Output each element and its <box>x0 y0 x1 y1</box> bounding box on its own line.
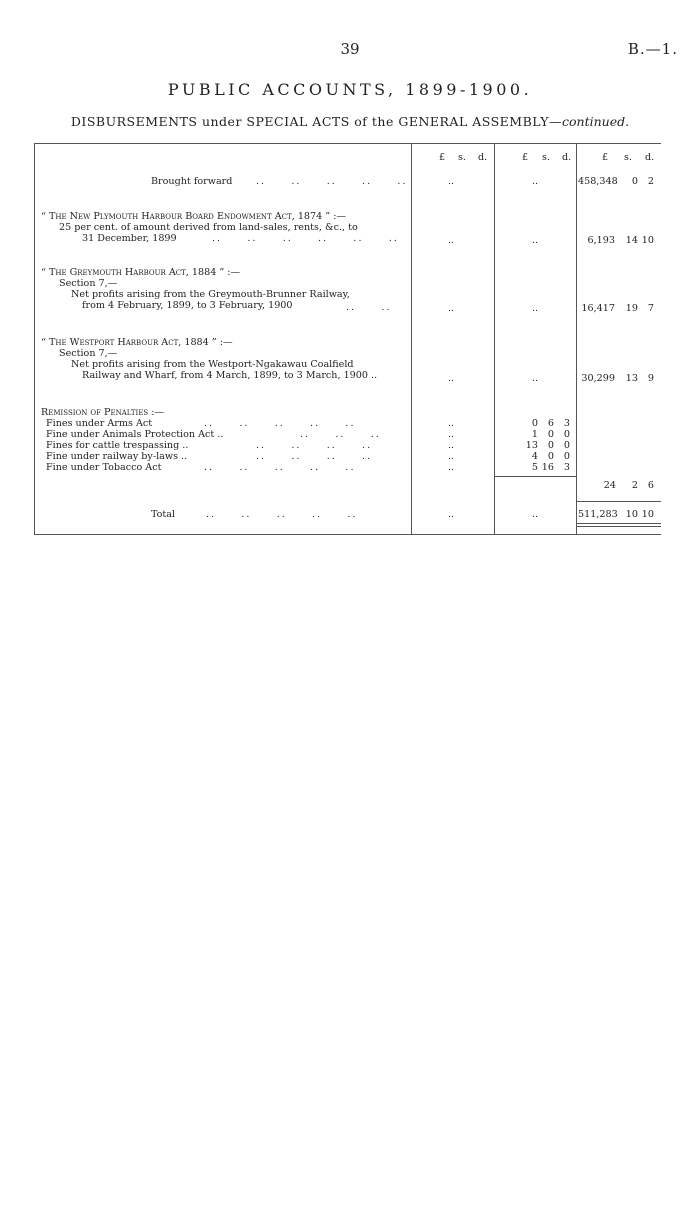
total-pence: 7 <box>647 303 654 314</box>
penalty-pounds: 13 <box>525 440 538 451</box>
col3-pound-header: £ <box>602 152 609 163</box>
col2-pence-header: d. <box>562 152 572 163</box>
penalty-label: Fine under Animals Protection Act .. <box>46 429 224 440</box>
penalty-pence: 0 <box>563 451 570 462</box>
total-pence: 9 <box>647 373 654 384</box>
penalty-shillings: 0 <box>547 440 554 451</box>
total-pounds: 6,193 <box>587 235 615 246</box>
penalty-label: Fines for cattle trespassing .. <box>46 440 189 451</box>
col1-value: .. <box>448 418 455 429</box>
col2-value: .. <box>532 176 539 187</box>
new-plymouth-title: “ The New Plymouth Harbour Board Endowment Act, 1874 ” :— <box>41 211 347 222</box>
total-shillings: 14 <box>625 235 638 246</box>
col1-value: .. <box>448 176 455 187</box>
penalty-pounds: 1 <box>531 429 538 440</box>
col1-pound-header: £ <box>439 152 446 163</box>
col2-shilling-header: s. <box>542 152 550 163</box>
col3-shilling-header: s. <box>624 152 632 163</box>
page-title: PUBLIC ACCOUNTS, 1899-1900. <box>167 80 533 99</box>
leader-dots: .. .. .. .. .. <box>204 462 356 473</box>
penalties-title: Remission of Penalties :— <box>41 407 165 418</box>
col2-value: .. <box>532 235 539 246</box>
westport-line1: Section 7,— <box>59 348 118 359</box>
westport-line2: Net profits arising from the Westport-Ngakawau Coalfield <box>71 359 354 370</box>
new-plymouth-line1: 25 per cent. of amount derived from land-sales, rents, &c., to <box>59 222 358 233</box>
total-shillings: 19 <box>625 303 638 314</box>
penalty-pounds: 4 <box>531 451 538 462</box>
penalty-shillings: 16 <box>541 462 554 473</box>
column-divider-1 <box>411 143 412 535</box>
col2-value: .. <box>532 509 539 520</box>
greymouth-line1: Section 7,— <box>59 278 118 289</box>
column-divider-3 <box>576 143 577 535</box>
col1-value: .. <box>448 303 455 314</box>
table-left-rule <box>34 143 35 535</box>
total-shillings: 13 <box>625 373 638 384</box>
leader-dots: .. .. .. .. .. <box>204 418 356 429</box>
col1-value: .. <box>448 235 455 246</box>
col1-shilling-header: s. <box>458 152 466 163</box>
brought-forward-label: Brought forward <box>151 176 233 187</box>
page-number: 39 <box>340 40 360 58</box>
leader-dots: .. .. .. .. .. <box>206 509 358 520</box>
penalty-pence: 3 <box>563 418 570 429</box>
penalty-shillings: 0 <box>547 429 554 440</box>
table-bottom-rule <box>34 534 661 535</box>
total-pounds: 458,348 <box>578 176 618 187</box>
col2-value: .. <box>532 303 539 314</box>
leader-dots: .. .. <box>346 302 392 313</box>
westport-line3: Railway and Wharf, from 4 March, 1899, to 3 March, 1900 .. <box>82 370 378 381</box>
penalty-label: Fine under railway by-laws .. <box>46 451 188 462</box>
greymouth-line2: Net profits arising from the Greymouth-Brunner Railway, <box>71 289 350 300</box>
col3-pence-header: d. <box>645 152 655 163</box>
penalty-pence: 3 <box>563 462 570 473</box>
col2-pound-header: £ <box>522 152 529 163</box>
total-pence: 2 <box>647 176 654 187</box>
penalty-label: Fines under Arms Act <box>46 418 153 429</box>
col1-pence-header: d. <box>478 152 488 163</box>
total-shillings: 0 <box>631 176 638 187</box>
greymouth-title: “ The Greymouth Harbour Act, 1884 ” :— <box>41 267 241 278</box>
grand-total-rule-top <box>576 501 661 502</box>
subtotal-rule <box>494 476 576 477</box>
col2-value: .. <box>532 373 539 384</box>
total-pence: 6 <box>647 480 654 491</box>
subtitle-text: DISBURSEMENTS under SPECIAL ACTS of the GENERAL ASSEMBLY— <box>70 114 563 129</box>
col1-value: .. <box>448 429 455 440</box>
col1-value: .. <box>448 440 455 451</box>
table-top-rule <box>34 143 661 144</box>
col1-value: .. <box>448 462 455 473</box>
leader-dots: .. .. .. .. <box>256 451 373 462</box>
penalty-pounds: 5 <box>531 462 538 473</box>
total-pounds: 24 <box>603 480 616 491</box>
penalty-pence: 0 <box>563 429 570 440</box>
subtitle-continued: continued. <box>562 114 630 129</box>
total-label: Total <box>151 509 176 520</box>
leader-dots: .. .. .. .. .. .. <box>212 233 399 244</box>
new-plymouth-line2: 31 December, 1899 <box>82 233 177 244</box>
leader-dots: .. .. .. .. .. <box>256 176 408 187</box>
col1-value: .. <box>448 509 455 520</box>
total-pence: 10 <box>641 235 654 246</box>
total-pounds: 30,299 <box>581 373 615 384</box>
penalty-pence: 0 <box>563 440 570 451</box>
westport-title: “ The Westport Harbour Act, 1884 ” :— <box>41 337 233 348</box>
disbursements-table <box>34 143 661 535</box>
grand-total-pounds: 511,283 <box>578 509 618 520</box>
page-subtitle <box>0 114 700 129</box>
grand-total-rule-bottom-2 <box>576 526 661 527</box>
page-reference: B.—1. <box>627 40 678 58</box>
leader-dots: .. .. .. .. <box>256 440 373 451</box>
penalty-shillings: 0 <box>547 451 554 462</box>
leader-dots: .. .. .. <box>300 429 381 440</box>
grand-total-rule-bottom-1 <box>576 523 661 524</box>
col1-value: .. <box>448 451 455 462</box>
greymouth-line3: from 4 February, 1899, to 3 February, 1900 <box>82 300 293 311</box>
col1-value: .. <box>448 373 455 384</box>
total-shillings: 2 <box>631 480 638 491</box>
total-pounds: 16,417 <box>581 303 615 314</box>
penalty-pounds: 0 <box>531 418 538 429</box>
penalty-label: Fine under Tobacco Act <box>46 462 162 473</box>
grand-total-pence: 10 <box>641 509 654 520</box>
penalty-shillings: 6 <box>547 418 554 429</box>
grand-total-shillings: 10 <box>625 509 638 520</box>
